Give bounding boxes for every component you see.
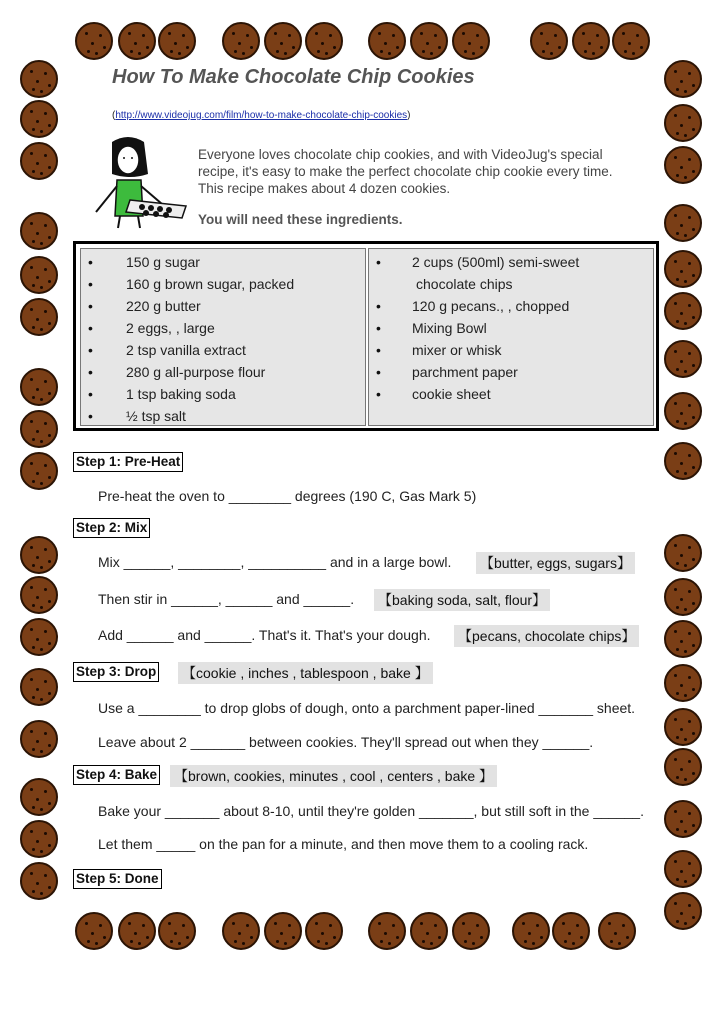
ingredient-item: 2 eggs, , large: [126, 320, 215, 336]
bullet: •: [376, 342, 381, 358]
word-bank: 【pecans, chocolate chips】: [454, 625, 639, 647]
step2-heading: Step 2: Mix: [73, 518, 150, 538]
cookie-icon: [664, 292, 702, 330]
step3-line: Leave about 2 _______ between cookies. They'll spread out when they ______.: [98, 734, 594, 750]
ingredient-item: 2 cups (500ml) semi-sweet: [412, 254, 580, 270]
cookie-icon: [20, 256, 58, 294]
cookie-icon: [664, 850, 702, 888]
cookie-icon: [664, 392, 702, 430]
bullet: •: [376, 364, 381, 380]
cookie-icon: [664, 60, 702, 98]
bullet: •: [376, 320, 381, 336]
cookie-icon: [20, 212, 58, 250]
cookie-icon: [20, 60, 58, 98]
ingredients-right-column: [368, 248, 654, 426]
cookie-icon: [118, 22, 156, 60]
ingredient-item: parchment paper: [412, 364, 518, 380]
cookie-icon: [368, 22, 406, 60]
cookie-icon: [410, 912, 448, 950]
cookie-icon: [612, 22, 650, 60]
cookie-icon: [20, 368, 58, 406]
cookie-icon: [118, 912, 156, 950]
step4-line: Let them _____ on the pan for a minute, and then move them to a cooling rack.: [98, 836, 589, 852]
bullet: •: [88, 386, 93, 402]
source-link[interactable]: http://www.videojug.com/film/how-to-make-chocolate-chip-cookies: [115, 110, 408, 121]
cookie-icon: [158, 22, 196, 60]
step3-heading: Step 3: Drop: [73, 662, 159, 682]
ingredient-item: 2 tsp vanilla extract: [126, 342, 246, 358]
ingredient-item: 1 tsp baking soda: [126, 386, 236, 402]
cookie-icon: [664, 340, 702, 378]
cookie-icon: [20, 576, 58, 614]
cookie-icon: [20, 142, 58, 180]
cookie-icon: [664, 748, 702, 786]
ingredient-item: cookie sheet: [412, 386, 491, 402]
cookie-icon: [452, 22, 490, 60]
intro-text: Everyone loves chocolate chip cookies, and with VideoJug's special recipe, it's easy to make the perfect chocolate chip cookie every time. This recipe makes about 4 dozen cookies.: [198, 147, 613, 196]
cookie-icon: [305, 912, 343, 950]
cookie-icon: [158, 912, 196, 950]
ingredient-item: 220 g butter: [126, 298, 201, 314]
step4-line: Bake your _______ about 8-10, until they're golden _______, but still soft in the ______.: [98, 803, 644, 819]
cookie-icon: [664, 442, 702, 480]
cookie-icon: [20, 668, 58, 706]
step1-heading: Step 1: Pre-Heat: [73, 452, 183, 472]
cookie-icon: [664, 620, 702, 658]
cookie-icon: [664, 250, 702, 288]
cookie-icon: [264, 22, 302, 60]
ingredient-item: 280 g all-purpose flour: [126, 364, 266, 380]
cookie-icon: [572, 22, 610, 60]
cookie-icon: [20, 618, 58, 656]
cookie-icon: [222, 22, 260, 60]
ingredient-item: 120 g pecans., , chopped: [412, 298, 570, 314]
cookie-icon: [20, 100, 58, 138]
cookie-icon: [512, 912, 550, 950]
cookie-icon: [20, 298, 58, 336]
ingredient-item: mixer or whisk: [412, 342, 502, 358]
cookie-icon: [552, 912, 590, 950]
cookie-icon: [222, 912, 260, 950]
cookie-icon: [20, 862, 58, 900]
cookie-icon: [664, 578, 702, 616]
step4-heading: Step 4: Bake: [73, 765, 160, 785]
bullet: •: [88, 408, 93, 424]
cookie-icon: [410, 22, 448, 60]
word-bank: 【brown, cookies, minutes , cool , centers , bake 】: [170, 765, 497, 787]
bullet: •: [88, 364, 93, 380]
cookie-icon: [452, 912, 490, 950]
cookie-icon: [368, 912, 406, 950]
word-bank: 【butter, eggs, sugars】: [476, 552, 635, 574]
cookie-icon: [20, 536, 58, 574]
cookie-icon: [75, 22, 113, 60]
ingredient-item: Mixing Bowl: [412, 320, 487, 336]
ingredient-item: 150 g sugar: [126, 254, 200, 270]
cookie-icon: [75, 912, 113, 950]
bullet: •: [88, 276, 93, 292]
ingredient-item: ½ tsp salt: [126, 408, 186, 424]
ingredient-item: chocolate chips: [416, 276, 513, 292]
ingredient-item: 160 g brown sugar, packed: [126, 276, 295, 292]
cookie-icon: [530, 22, 568, 60]
cookie-icon: [664, 800, 702, 838]
page-title: How To Make Chocolate Chip Cookies: [112, 66, 475, 88]
bullet: •: [88, 298, 93, 314]
step2-line: Mix ______, ________, __________ and in a large bowl.: [98, 554, 452, 570]
cookie-icon: [264, 912, 302, 950]
cookie-icon: [20, 410, 58, 448]
bullet: •: [376, 254, 381, 270]
cookie-icon: [664, 892, 702, 930]
cookie-icon: [664, 534, 702, 572]
step5-heading: Step 5: Done: [73, 869, 162, 889]
cookie-icon: [305, 22, 343, 60]
step1-line: Pre-heat the oven to ________ degrees (190 C, Gas Mark 5): [98, 488, 477, 504]
cookie-icon: [20, 778, 58, 816]
person-with-cookie-tray-icon: [90, 134, 190, 230]
ingredients-heading: You will need these ingredients.: [198, 212, 403, 227]
cookie-icon: [664, 104, 702, 142]
cookie-icon: [20, 720, 58, 758]
step3-line: Use a ________ to drop globs of dough, onto a parchment paper-lined _______ sheet.: [98, 700, 636, 716]
source-url: (http://www.videojug.com/film/how-to-make-chocolate-chip-cookies): [112, 110, 411, 121]
bullet: •: [88, 342, 93, 358]
cookie-icon: [664, 146, 702, 184]
bullet: •: [376, 386, 381, 402]
step2-line: Then stir in ______, ______ and ______.: [98, 591, 355, 607]
step2-line: Add ______ and ______. That's it. That's your dough.: [98, 627, 431, 643]
ingredients-table: [73, 241, 659, 431]
cookie-icon: [20, 820, 58, 858]
cookie-icon: [664, 204, 702, 242]
cookie-icon: [20, 452, 58, 490]
word-bank: 【baking soda, salt, flour】: [374, 589, 550, 611]
bullet: •: [88, 320, 93, 336]
cookie-icon: [664, 708, 702, 746]
word-bank: 【cookie , inches , tablespoon , bake 】: [178, 662, 433, 684]
bullet: •: [376, 298, 381, 314]
cookie-icon: [664, 664, 702, 702]
cookie-icon: [598, 912, 636, 950]
bullet: •: [88, 254, 93, 270]
